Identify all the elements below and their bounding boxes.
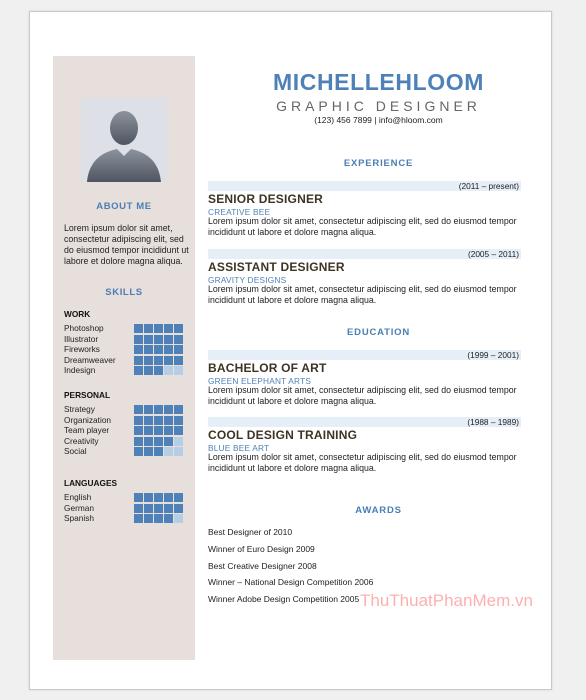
skill-row [64, 436, 190, 446]
skill-group-title: PERSONAL [64, 390, 111, 400]
skill-level-square [154, 437, 163, 446]
skill-level-bar [134, 504, 183, 513]
skill-level-square [134, 335, 143, 344]
skill-level-square [144, 416, 153, 425]
skill-level-square [134, 493, 143, 502]
skill-group-title: WORK [64, 309, 91, 319]
skill-level-square [174, 324, 183, 333]
award-item: Best Creative Designer 2008 [208, 561, 317, 571]
education-date-1: (1999 – 2001) [208, 350, 521, 360]
skill-level-square [174, 345, 183, 354]
skill-level-square [144, 426, 153, 435]
skill-level-square [154, 514, 163, 523]
skill-row [64, 503, 190, 513]
award-item: Best Designer of 2010 [208, 527, 293, 537]
skill-level-square [134, 366, 143, 375]
job-title-header: GRAPHIC DESIGNER [276, 98, 481, 114]
skill-level-square [164, 426, 173, 435]
skill-name: Organization [64, 414, 112, 425]
skill-name: Illustrator [64, 333, 99, 344]
skill-level-square [134, 504, 143, 513]
skill-level-bar [134, 514, 183, 523]
skill-name: Photoshop [64, 323, 104, 333]
skill-level-bar [134, 335, 183, 344]
experience-org-2: GRAVITY DESIGNS [208, 275, 287, 285]
skill-level-square [174, 493, 183, 502]
skill-level-bar [134, 324, 183, 333]
skill-level-square [144, 504, 153, 513]
education-title-2: COOL DESIGN TRAINING [208, 428, 358, 442]
candidate-name: MICHELLEHLOOM [273, 69, 484, 95]
skill-level-square [164, 324, 173, 333]
skill-level-square [134, 514, 143, 523]
skill-level-square [134, 437, 143, 446]
skill-level-bar [134, 437, 183, 446]
skill-row [64, 513, 190, 523]
award-item: Winner of Euro Design 2009 [208, 544, 315, 554]
experience-org-1: CREATIVE BEE [208, 207, 271, 217]
skill-level-square [174, 335, 183, 344]
skill-row [64, 492, 190, 502]
skill-level-square [174, 366, 183, 375]
skill-level-square [154, 366, 163, 375]
skill-name: Spanish [64, 513, 94, 524]
skill-level-square [154, 345, 163, 354]
skill-level-square [154, 324, 163, 333]
skill-name: Indesign [64, 365, 96, 376]
skill-level-square [134, 426, 143, 435]
skill-level-square [154, 335, 163, 344]
education-org-2: BLUE BEE ART [208, 443, 270, 453]
skill-level-square [164, 366, 173, 375]
skill-level-square [144, 514, 153, 523]
skill-level-square [164, 493, 173, 502]
education-title-1: BACHELOR OF ART [208, 361, 327, 375]
skill-level-square [174, 514, 183, 523]
skill-level-square [134, 405, 143, 414]
skill-level-square [134, 324, 143, 333]
experience-date-1: (2011 – present) [208, 181, 521, 191]
skill-level-square [134, 416, 143, 425]
profile-photo-placeholder [81, 98, 167, 182]
skill-name: Strategy [64, 404, 95, 414]
skill-level-square [144, 324, 153, 333]
award-item: Winner Adobe Design Competition 2005 [208, 594, 360, 604]
skill-level-bar [134, 405, 183, 414]
skill-level-square [154, 356, 163, 365]
skill-level-square [164, 356, 173, 365]
skill-row [64, 344, 190, 354]
skill-level-square [174, 356, 183, 365]
skill-row [64, 415, 190, 425]
skill-level-square [164, 416, 173, 425]
skill-level-square [164, 335, 173, 344]
skill-name: Social [64, 446, 87, 457]
experience-title-2: ASSISTANT DESIGNER [208, 260, 345, 274]
skill-row [64, 355, 190, 365]
skill-level-square [144, 493, 153, 502]
skill-level-square [144, 447, 153, 456]
skill-level-square [144, 405, 153, 414]
skill-name: Team player [64, 425, 110, 436]
person-silhouette-icon [81, 98, 167, 182]
education-heading: EDUCATION [347, 327, 410, 338]
skill-level-square [154, 504, 163, 513]
skill-level-square [174, 447, 183, 456]
skill-level-square [164, 345, 173, 354]
skill-name: Fireworks [64, 344, 100, 355]
skill-name: German [64, 502, 94, 513]
skill-level-square [164, 447, 173, 456]
skill-row [64, 404, 190, 414]
skill-level-bar [134, 356, 183, 365]
contact-info: (123) 456 7899 | info@hloom.com [314, 115, 443, 125]
skill-row [64, 365, 190, 375]
skill-row [64, 323, 190, 333]
skill-level-square [134, 345, 143, 354]
skill-level-square [174, 405, 183, 414]
skill-name: Dreamweaver [64, 354, 116, 365]
skill-row [64, 446, 190, 456]
education-desc-2: Lorem ipsum dolor sit amet, consectetur adipiscing elit, sed do eiusmod tempor incididunt ut labore et dolore magna aliqua. [208, 452, 517, 473]
experience-desc-1: Lorem ipsum dolor sit amet, consectetur adipiscing elit, sed do eiusmod tempor incididunt ut labore et dolore magna aliqua. [208, 216, 517, 237]
skill-level-square [144, 356, 153, 365]
skill-level-square [134, 447, 143, 456]
experience-date-2: (2005 – 2011) [208, 249, 521, 259]
skill-level-square [164, 405, 173, 414]
skill-level-square [154, 405, 163, 414]
skill-level-bar [134, 345, 183, 354]
skill-level-square [174, 416, 183, 425]
about-me-text: Lorem ipsum dolor sit amet, consectetur adipiscing elit, sed do eiusmod tempor incididunt ut labore et dolore magna aliqua. [64, 223, 189, 266]
skill-level-bar [134, 447, 183, 456]
award-item: Winner – National Design Competition 2006 [208, 577, 374, 587]
skill-level-square [154, 447, 163, 456]
skills-heading: SKILLS [105, 287, 143, 298]
skill-level-square [154, 426, 163, 435]
skill-level-bar [134, 426, 183, 435]
skill-level-square [174, 437, 183, 446]
skill-level-square [144, 437, 153, 446]
skill-level-square [144, 335, 153, 344]
skill-row [64, 425, 190, 435]
skill-level-square [174, 426, 183, 435]
skill-level-square [144, 345, 153, 354]
education-date-2: (1988 – 1989) [208, 417, 521, 427]
skill-level-square [154, 416, 163, 425]
watermark: ThuThuatPhanMem.vn [360, 591, 533, 610]
skill-level-bar [134, 366, 183, 375]
skill-row [64, 334, 190, 344]
skill-group-title: LANGUAGES [64, 478, 118, 488]
awards-heading: AWARDS [355, 505, 402, 516]
skill-level-square [154, 493, 163, 502]
about-me-heading: ABOUT ME [96, 201, 152, 212]
sidebar [53, 56, 195, 660]
experience-desc-2: Lorem ipsum dolor sit amet, consectetur adipiscing elit, sed do eiusmod tempor incididunt ut labore et dolore magna aliqua. [208, 284, 517, 305]
education-org-1: GREEN ELEPHANT ARTS [208, 376, 312, 386]
skill-level-square [174, 504, 183, 513]
main-column [206, 12, 551, 689]
skill-level-square [144, 366, 153, 375]
experience-heading: EXPERIENCE [343, 158, 414, 169]
skill-level-square [164, 437, 173, 446]
skill-name: Creativity [64, 435, 99, 446]
skill-level-bar [134, 493, 183, 502]
skill-level-square [164, 514, 173, 523]
resume-page [29, 11, 552, 690]
skill-level-bar [134, 416, 183, 425]
experience-title-1: SENIOR DESIGNER [208, 192, 324, 206]
education-desc-1: Lorem ipsum dolor sit amet, consectetur adipiscing elit, sed do eiusmod tempor incididunt ut labore et dolore magna aliqua. [208, 385, 517, 406]
skill-level-square [134, 356, 143, 365]
skill-name: English [64, 492, 92, 502]
skill-level-square [164, 504, 173, 513]
